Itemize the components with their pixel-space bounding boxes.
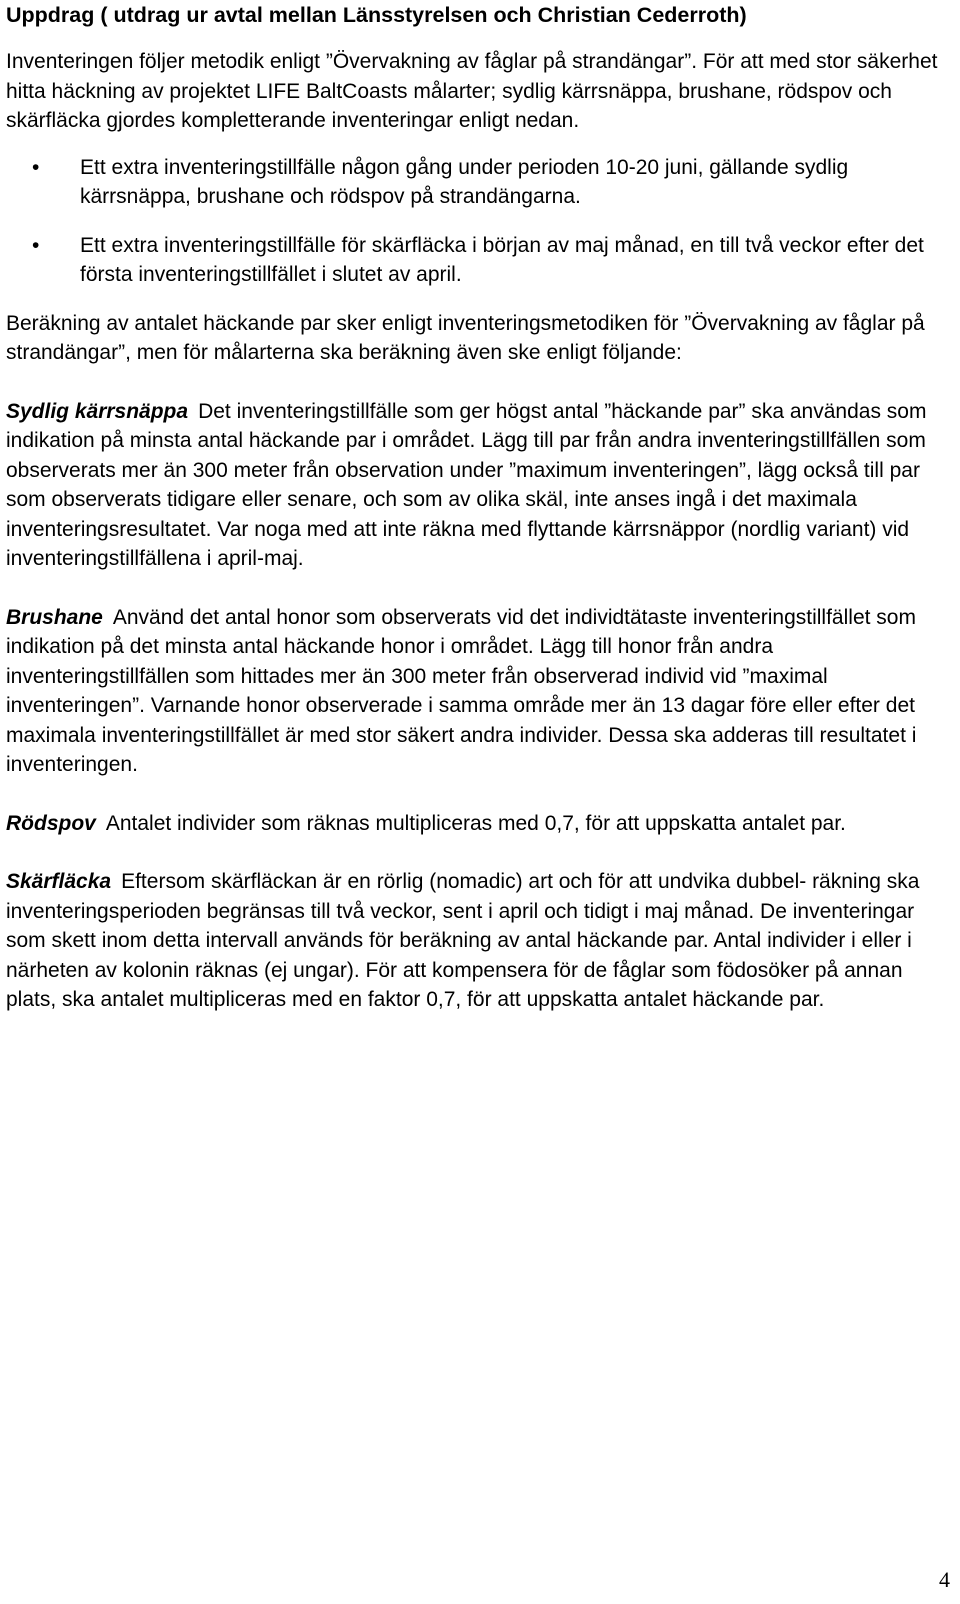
species-paragraph-brushane bbox=[6, 603, 950, 780]
bullet-text: Ett extra inventeringstillfälle någon gång under perioden 10-20 juni, gällande sydlig kärrsnäppa, brushane och rödspov på strandängarna. bbox=[80, 155, 849, 208]
species-paragraph-skarflacka bbox=[6, 867, 950, 1015]
species-text: Använd det antal honor som observerats vid det individtätaste inventeringstillfället som indikation på det minsta antal häckande honor i området. Lägg till honor från andra inventeringstillfällen som hittades mer än 300 meter från observerad individ vid ”maximal inventeringen”. Varnande honor observerade i samma område mer än 13 dagar före eller efter det maximala inventeringstillfället är med stor säkert andra individer. Dessa ska adderas till resultatet i inventeringen. bbox=[6, 605, 917, 776]
bullet-icon: • bbox=[32, 155, 40, 179]
species-name: Brushane bbox=[6, 605, 103, 629]
species-paragraph-sydlig-karrsnappa bbox=[6, 397, 950, 574]
species-name: Rödspov bbox=[6, 811, 96, 835]
species-paragraph-rodspov bbox=[6, 809, 950, 839]
species-text: Antalet individer som räknas multipliceras med 0,7, för att uppskatta antalet par. bbox=[105, 811, 846, 835]
species-name: Skärfläcka bbox=[6, 870, 112, 893]
page-number: 4 bbox=[939, 1567, 950, 1592]
document-page bbox=[6, 0, 950, 1015]
intro-paragraph: Inventeringen följer metodik enligt ”Övervakning av fåglar på strandängar”. För att med stor säkerhet hitta häckning av projektet LIFE BaltCoasts målarter; sydlig kärrsnäppa, brushane, rödspov och skärfläcka gjordes kompletterande inventeringar enligt nedan. bbox=[6, 50, 938, 132]
species-name: Sydlig kärrsnäppa bbox=[6, 399, 189, 423]
bullet-icon: • bbox=[32, 233, 40, 257]
bullet-item bbox=[6, 153, 950, 212]
bullet-text: Ett extra inventeringstillfälle för skärfläcka i början av maj månad, en till två veckor efter det första inventeringstillfället i slutet av april. bbox=[80, 233, 924, 286]
bullet-list bbox=[6, 153, 950, 290]
species-text: Det inventeringstillfälle som ger högst antal ”häckande par” ska användas som indikation på minsta antal häckande par i området. Lägg till par från andra inventeringstillfällen som observerats mer än 300 meter från observation under ”maximum inventeringen”, lägg också till par som observerats tidigare eller senare, och som av olika skäl, inte anses ingå i det maximala inventeringsresultatet. Var noga med att inte räkna med flyttande kärrsnäppor (nordlig variant) vid inventeringstillfällena i april-maj. bbox=[6, 399, 927, 570]
species-text: Eftersom skärfläckan är en rörlig (nomadic) art och för att undvika dubbel- räkning ska inventeringsperioden begränsas till två veckor, sent i april och tidigt i maj månad. De inventeringar som skett inom detta intervall används för beräkning av antal häckande par. Antal individer i eller i närheten av kolonin räknas (ej ungar). För att kompensera för de fåglar som födosöker på annan plats, ska antalet multipliceras med en faktor 0,7, för att uppskatta antalet häckande par. bbox=[6, 870, 920, 1011]
document-title: Uppdrag ( utdrag ur avtal mellan Länsstyrelsen och Christian Cederroth) bbox=[6, 3, 747, 27]
calculation-paragraph: Beräkning av antalet häckande par sker enligt inventeringsmetodiken för ”Övervakning av fåglar på strandängar”, men för målarterna ska beräkning även ske enligt följande: bbox=[6, 311, 925, 364]
bullet-item bbox=[6, 231, 950, 290]
